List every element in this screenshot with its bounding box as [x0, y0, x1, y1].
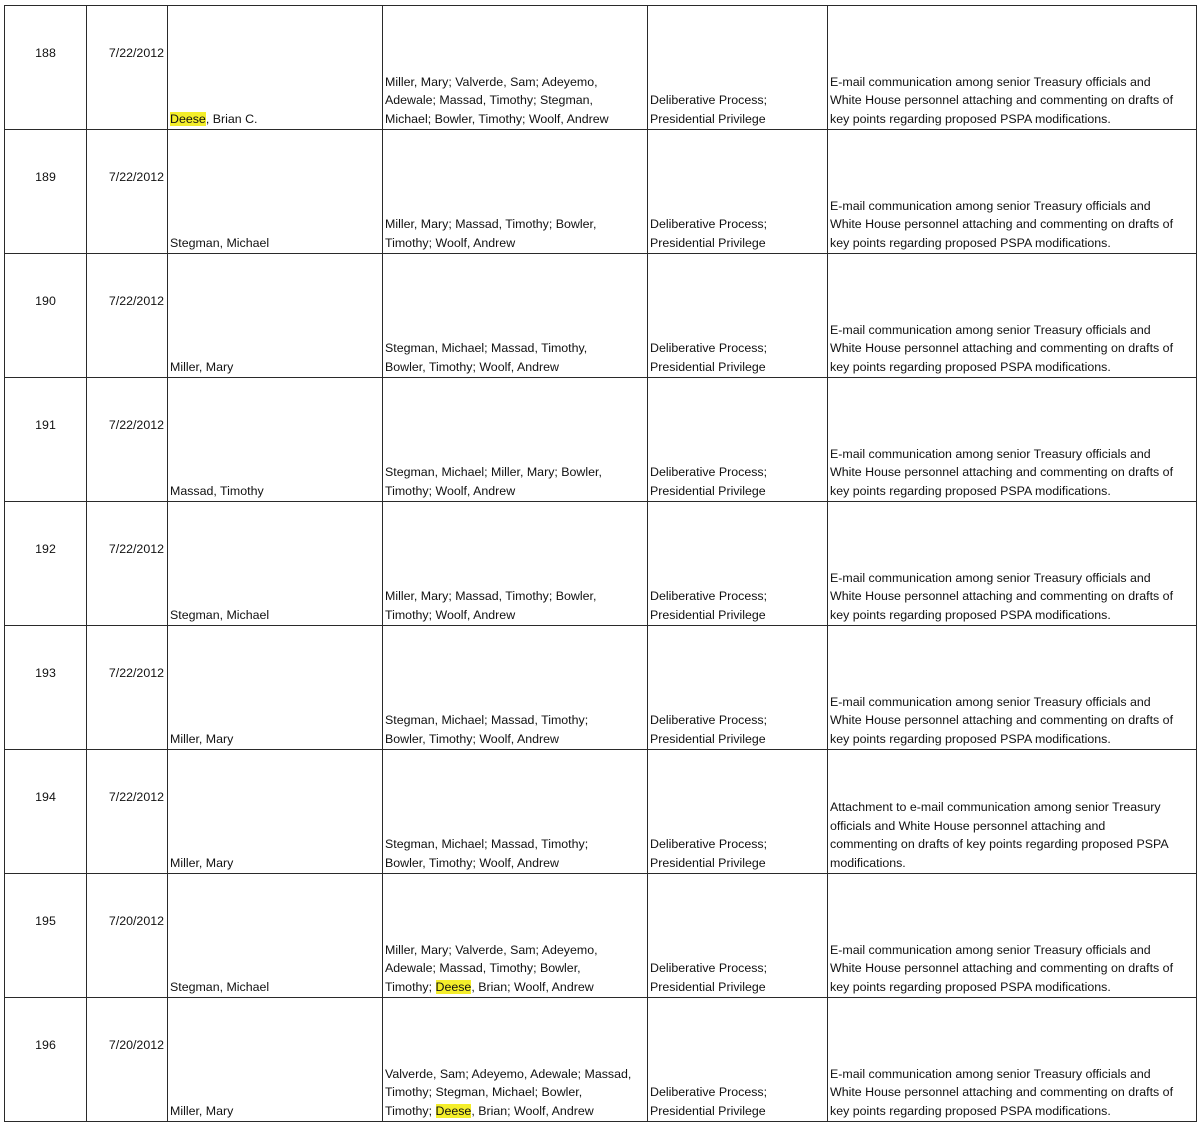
recipients-cell-text: Stegman, Michael; Massad, Timothy; Bowler, Timothy; Woolf, Andrew [385, 837, 589, 870]
recipients-cell [383, 130, 648, 254]
recipients-cell-text: Stegman, Michael; Miller, Mary; Bowler, Timothy; Woolf, Andrew [385, 465, 602, 498]
privilege-cell: Deliberative Process; Presidential Privilege [648, 6, 828, 130]
author-cell [168, 750, 383, 874]
highlighted-name: Deese [435, 1103, 472, 1118]
recipients-cell [383, 750, 648, 874]
document-number: 195 [5, 874, 87, 998]
document-date: 7/22/2012 [87, 750, 168, 874]
author-cell-text: , Brian C. [205, 111, 258, 126]
author-cell [168, 998, 383, 1122]
table-row [5, 130, 1197, 254]
description-cell: E-mail communication among senior Treasury officials and White House personnel attaching and commenting on drafts of key points regarding proposed PSPA modifications. [828, 378, 1197, 502]
table-row [5, 6, 1197, 130]
document-number: 191 [5, 378, 87, 502]
document-date: 7/22/2012 [87, 626, 168, 750]
description-cell: E-mail communication among senior Treasury officials and White House personnel attaching and commenting on drafts of key points regarding proposed PSPA modifications. [828, 998, 1197, 1122]
table-row [5, 874, 1197, 998]
table-row [5, 254, 1197, 378]
recipients-cell-text: Stegman, Michael; Massad, Timothy; Bowler, Timothy; Woolf, Andrew [385, 713, 589, 746]
document-date: 7/22/2012 [87, 130, 168, 254]
privilege-log-body [5, 6, 1197, 1122]
privilege-cell: Deliberative Process; Presidential Privilege [648, 750, 828, 874]
document-date: 7/22/2012 [87, 378, 168, 502]
description-cell: E-mail communication among senior Treasury officials and White House personnel attaching and commenting on drafts of key points regarding proposed PSPA modifications. [828, 254, 1197, 378]
author-cell-text: Massad, Timothy [170, 483, 264, 498]
description-cell: E-mail communication among senior Treasury officials and White House personnel attaching and commenting on drafts of key points regarding proposed PSPA modifications. [828, 502, 1197, 626]
document-date: 7/20/2012 [87, 998, 168, 1122]
document-number: 193 [5, 626, 87, 750]
author-cell [168, 874, 383, 998]
privilege-cell: Deliberative Process; Presidential Privilege [648, 998, 828, 1122]
author-cell-text: Stegman, Michael [170, 235, 270, 250]
recipients-cell-text: , Brian; Woolf, Andrew [471, 979, 594, 994]
description-cell: Attachment to e-mail communication among senior Treasury officials and White House personnel attaching and commenting on drafts of key points regarding proposed PSPA modifications. [828, 750, 1197, 874]
recipients-cell-text: Miller, Mary; Valverde, Sam; Adeyemo, Adewale; Massad, Timothy; Bowler, Timothy; [385, 942, 598, 994]
document-date: 7/20/2012 [87, 874, 168, 998]
recipients-cell-text: , Brian; Woolf, Andrew [471, 1103, 594, 1118]
author-cell-text: Miller, Mary [170, 855, 234, 870]
table-row [5, 502, 1197, 626]
document-date: 7/22/2012 [87, 6, 168, 130]
recipients-cell [383, 254, 648, 378]
privilege-cell: Deliberative Process; Presidential Privilege [648, 502, 828, 626]
privilege-cell: Deliberative Process; Presidential Privilege [648, 874, 828, 998]
table-row [5, 626, 1197, 750]
recipients-cell-text: Miller, Mary; Valverde, Sam; Adeyemo, Adewale; Massad, Timothy; Stegman, Michael; Bowler, Timothy; Woolf, Andrew [385, 74, 609, 126]
document-number: 190 [5, 254, 87, 378]
recipients-cell [383, 998, 648, 1122]
author-cell [168, 130, 383, 254]
recipients-cell-text: Stegman, Michael; Massad, Timothy, Bowler, Timothy; Woolf, Andrew [385, 341, 588, 374]
description-cell: E-mail communication among senior Treasury officials and White House personnel attaching and commenting on drafts of key points regarding proposed PSPA modifications. [828, 6, 1197, 130]
recipients-cell [383, 626, 648, 750]
document-number: 188 [5, 6, 87, 130]
privilege-cell: Deliberative Process; Presidential Privilege [648, 254, 828, 378]
document-date: 7/22/2012 [87, 502, 168, 626]
document-number: 196 [5, 998, 87, 1122]
recipients-cell-text: Valverde, Sam; Adeyemo, Adewale; Massad, Timothy; Stegman, Michael; Bowler, Timothy; [385, 1066, 632, 1118]
document-number: 192 [5, 502, 87, 626]
document-number: 189 [5, 130, 87, 254]
document-date: 7/22/2012 [87, 254, 168, 378]
table-row [5, 998, 1197, 1122]
document-number: 194 [5, 750, 87, 874]
highlighted-name: Deese [435, 979, 472, 994]
author-cell-text: Stegman, Michael [170, 979, 270, 994]
author-cell [168, 378, 383, 502]
recipients-cell [383, 502, 648, 626]
author-cell [168, 626, 383, 750]
author-cell [168, 6, 383, 130]
recipients-cell-text: Miller, Mary; Massad, Timothy; Bowler, Timothy; Woolf, Andrew [385, 217, 597, 250]
author-cell-text: Miller, Mary [170, 359, 234, 374]
description-cell: E-mail communication among senior Treasury officials and White House personnel attaching and commenting on drafts of key points regarding proposed PSPA modifications. [828, 874, 1197, 998]
privilege-cell: Deliberative Process; Presidential Privilege [648, 626, 828, 750]
privilege-cell: Deliberative Process; Presidential Privilege [648, 130, 828, 254]
author-cell [168, 254, 383, 378]
author-cell-text: Stegman, Michael [170, 607, 270, 622]
table-row [5, 378, 1197, 502]
author-cell-text: Miller, Mary [170, 731, 234, 746]
author-cell [168, 502, 383, 626]
recipients-cell [383, 378, 648, 502]
privilege-log-table [4, 5, 1197, 1122]
table-row [5, 750, 1197, 874]
recipients-cell-text: Miller, Mary; Massad, Timothy; Bowler, Timothy; Woolf, Andrew [385, 589, 597, 622]
description-cell: E-mail communication among senior Treasury officials and White House personnel attaching and commenting on drafts of key points regarding proposed PSPA modifications. [828, 130, 1197, 254]
recipients-cell [383, 6, 648, 130]
description-cell: E-mail communication among senior Treasury officials and White House personnel attaching and commenting on drafts of key points regarding proposed PSPA modifications. [828, 626, 1197, 750]
recipients-cell [383, 874, 648, 998]
author-cell-text: Miller, Mary [170, 1103, 234, 1118]
privilege-cell: Deliberative Process; Presidential Privilege [648, 378, 828, 502]
highlighted-name: Deese [170, 111, 206, 126]
